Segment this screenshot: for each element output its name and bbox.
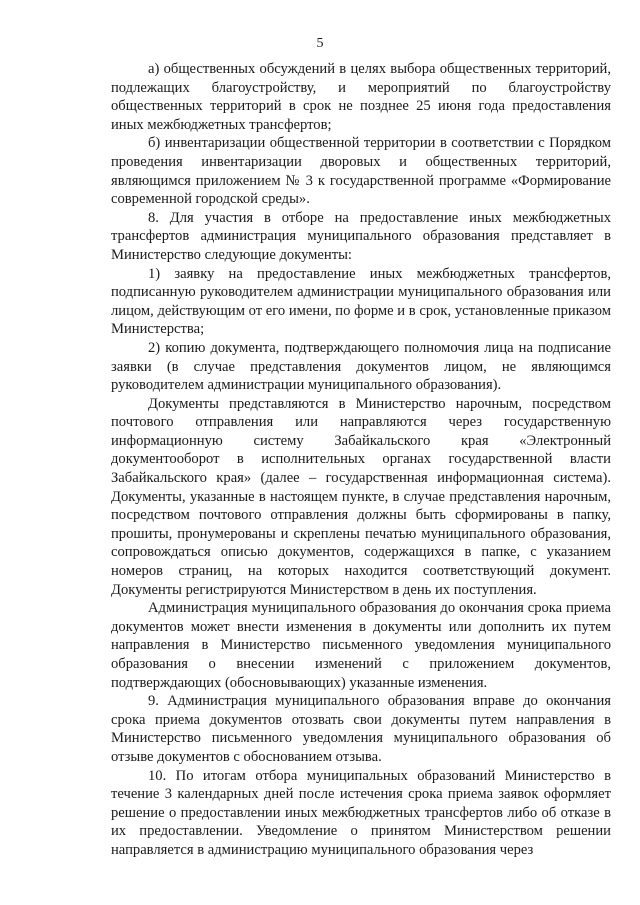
paragraph-changes-to-documents: Администрация муниципального образования до окончания срока приема документов может внести изменения в документы или дополнить их путем направления в Министерство письменного уведомления муниципального образования о внесении изменений с приложением документов, подтверждающих (обосновывающих) указанные изменения. xyxy=(111,600,611,691)
paragraph-9-withdrawal: 9. Администрация муниципального образования вправе до окончания срока приема документов отозвать свои документы путем направления в Министерство письменного уведомления муниципального образования об отзыве документов с обоснованием отзыва. xyxy=(111,693,611,765)
document-body xyxy=(111,60,611,860)
paragraph-documents-submission: Документы представляются в Министерство нарочным, посредством почтового отправления или направляются через государственную информационную систему Забайкальского края «Электронный документооборот в исполнительных органах государственной власти Забайкальского края» (далее – государственная информационная система). Документы, указанные в настоящем пункте, в случае представления нарочным, посредством почтового отправления должны быть сформированы в папку, прошиты, пронумерованы и скреплены печатью муниципального образования, сопровождаться описью документов, содержащихся в папке, с указанием номеров страниц, на которых находится соответствующий документ. Документы регистрируются Министерством в день их поступления. xyxy=(111,395,611,598)
paragraph-8-item-1-application: 1) заявку на предоставление иных межбюджетных трансфертов, подписанную руководителем администрации муниципального образования или лицом, действующим от его имени, по форме и в срок, установленные приказом Министерства; xyxy=(111,265,611,338)
paragraph-b-inventory: б) инвентаризации общественной территории в соответствии с Порядком проведения инвентаризации дворовых и общественных территорий, являющимся приложением № 3 к государственной программе «Формирование современной городской среды». xyxy=(111,135,611,208)
paragraph-a-public-discussions: а) общественных обсуждений в целях выбора общественных территорий, подлежащих благоустройству, и мероприятий по благоустройству общественных территорий в срок не позднее 25 июня года предоставления иных межбюджетных трансфертов; xyxy=(111,61,611,133)
paragraph-8-item-2-authority-copy: 2) копию документа, подтверждающего полномочия лица на подписание заявки (в случае представления документов лицом, не являющимся руководителем администрации муниципального образования). xyxy=(111,339,611,394)
paragraph-10-selection-results: 10. По итогам отбора муниципальных образований Министерство в течение 3 календарных дней после истечения срока приема заявок оформляет решение о предоставлении иных межбюджетных трансфертов либо об отказе в их предоставлении. Уведомление о принятом Министерством решении направляется в администрацию муниципального образования через xyxy=(111,767,611,858)
paragraph-8-participation: 8. Для участия в отборе на предоставление иных межбюджетных трансфертов администрация муниципального образования представляет в Министерство следующие документы: xyxy=(111,209,611,263)
page-number: 5 xyxy=(316,36,324,51)
